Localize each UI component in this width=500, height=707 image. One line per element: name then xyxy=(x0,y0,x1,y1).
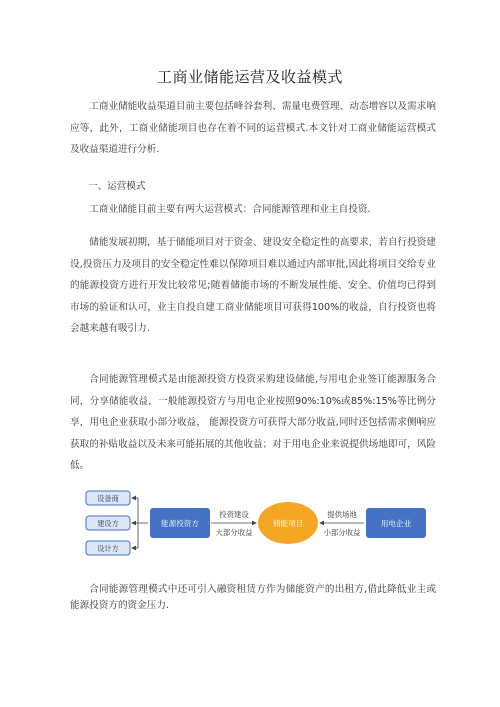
builder-box xyxy=(86,516,130,530)
storage-project-label: 储能项目 xyxy=(272,519,304,528)
investor-box xyxy=(150,508,210,538)
user-enterprise-box xyxy=(366,508,426,538)
label-provide-site: 提供场地 xyxy=(327,510,357,519)
paragraph-emc-model: 合同能源管理模式是由能源投资方投资采购建设储能,与用电企业签订能源服务合同，分享储能收益，一般能源投资方与用电企业按照90%:10%或85%:15%等比例分享，用电企业获取小部分收益， 能源投资方可获得大部分收益,同时还包括需求侧响应获取的补贴收益以及未来可能拓展的其他收益；对于用电企业来说提供场地即可，风险低。 xyxy=(70,374,436,471)
label-major-income: 大部分收益 xyxy=(215,528,253,537)
supplier-box xyxy=(86,491,130,505)
paragraph-two-modes: 工商业储能目前主要有两大运营模式：合同能源管理和业主自投资. xyxy=(89,204,371,215)
intro-paragraph: 工商业储能收益渠道目前主要包括峰谷套利、需量电费管理、动态增容以及需求响应等，此外，工商业储能项目也存在着不同的运营模式.本文针对工商业储能运营模式及收益渠道进行分析. xyxy=(70,101,436,155)
paragraph-leasing: 合同能源管理模式中还可引入融资租赁方作为储能资产的出租方,借此降低业主或能源投资方的资金压力. xyxy=(70,584,436,611)
user-enterprise-label: 用电企业 xyxy=(380,519,412,528)
designer-label: 设计方 xyxy=(97,544,119,553)
supplier-label: 设备商 xyxy=(97,494,119,503)
label-invest: 投资建设 xyxy=(219,510,249,519)
label-minor-income: 小部分收益 xyxy=(323,528,361,537)
investor-label: 能源投资方 xyxy=(161,519,199,528)
operation-model-diagram xyxy=(70,478,430,558)
builder-label: 建设方 xyxy=(97,519,119,528)
designer-box xyxy=(86,541,130,555)
storage-project-node xyxy=(258,502,318,544)
paragraph-early-stage: 储能发展初期，基于储能项目对于资金、建设安全稳定性的高要求，若自行投资建设,投资压力及项目的安全稳定性难以保障项目难以通过内部审批,因此将项目交给专业的能源投资方进行开发比较常见;随着储能市场的不断发展性能、安全、价值均已得到市场的验证和认可，业主自投自建工商业储能项目可获得100%的收益，自行投资也将会越来越有吸引力. xyxy=(70,237,436,334)
document-title: 工商业储能运营及收益模式 xyxy=(156,68,343,86)
section-heading-operation-modes: 一、运营模式 xyxy=(88,181,146,192)
bracket-connector xyxy=(132,498,148,548)
